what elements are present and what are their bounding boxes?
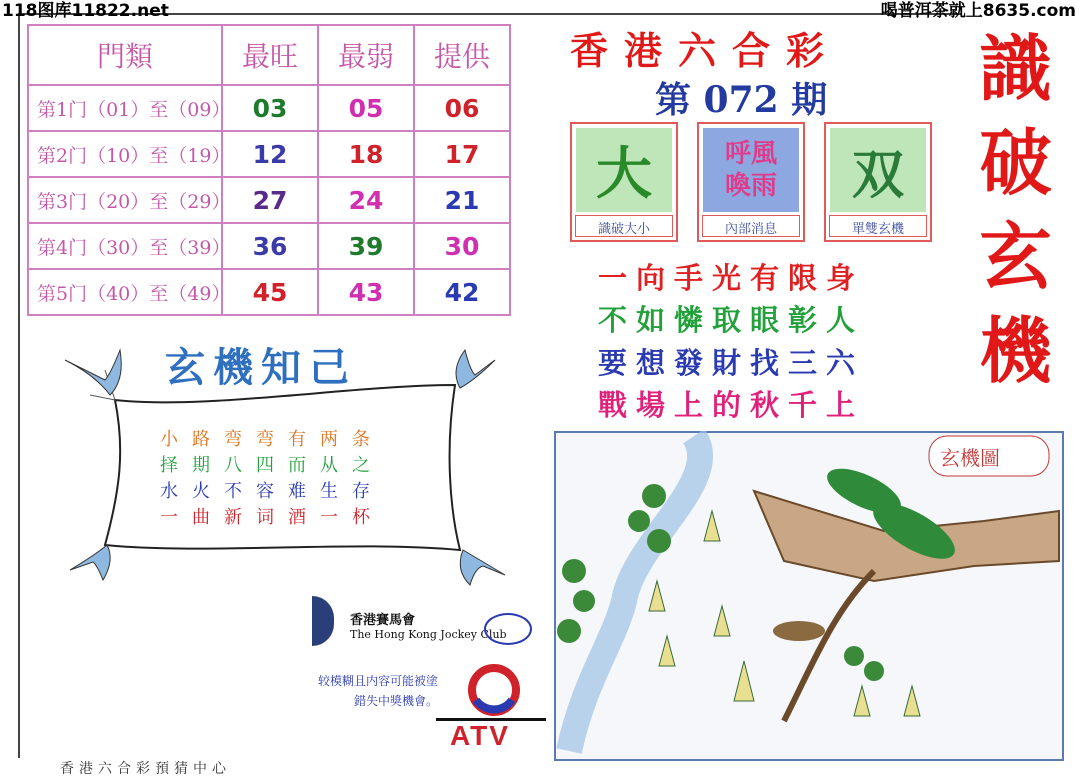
cell-value: 42 xyxy=(414,269,510,315)
header-weakest: 最弱 xyxy=(318,25,414,85)
bird-icon xyxy=(456,350,495,388)
jockey-club-name-en: The Hong Kong Jockey Club xyxy=(350,628,507,641)
cell-value: 17 xyxy=(414,131,510,177)
site-right-url[interactable]: 喝普洱茶就上8635.com xyxy=(880,1,1076,21)
row-label: 第5门（40）至（49） xyxy=(28,269,222,315)
banner-line: 择期八四而从之 xyxy=(160,455,384,476)
hint-glyph-inside: 呼風 喚雨 xyxy=(703,128,799,212)
header-strongest: 最旺 xyxy=(222,25,318,85)
cell-value: 39 xyxy=(318,223,414,269)
issue-number: 第 072 期 xyxy=(655,79,828,121)
row-label: 第2门（10）至（19） xyxy=(28,131,222,177)
cell-value: 27 xyxy=(222,177,318,223)
banner-title: 玄機知己 xyxy=(165,344,357,391)
poem-line: 戰場上的秋千上 xyxy=(598,388,865,422)
table-header-row xyxy=(28,25,510,85)
hint-box-oddeven[interactable] xyxy=(824,122,932,242)
cell-value: 24 xyxy=(318,177,414,223)
hint-caption: 單雙玄機 xyxy=(851,222,904,237)
cell-value: 30 xyxy=(414,223,510,269)
hint-glyph-size: 大 xyxy=(576,128,672,212)
banner-line: 水火不容难生存 xyxy=(160,481,384,502)
row-label: 第1门（01）至（09） xyxy=(28,85,222,131)
cell-value: 05 xyxy=(318,85,414,131)
vertical-char: 玄 xyxy=(979,214,1052,299)
vertical-char: 機 xyxy=(979,308,1052,393)
header-provided: 提供 xyxy=(414,25,510,85)
cell-value: 06 xyxy=(414,85,510,131)
hint-glyph-oddeven: 双 xyxy=(830,128,926,212)
table-row xyxy=(28,223,510,269)
row-label: 第4门（30）至（39） xyxy=(28,223,222,269)
row-label: 第3门（20）至（29） xyxy=(28,177,222,223)
lottery-title: 香港六合彩 xyxy=(570,28,841,73)
banner-line: 一曲新词酒一杯 xyxy=(160,507,384,528)
table-row xyxy=(28,131,510,177)
table-row xyxy=(28,85,510,131)
bird-icon xyxy=(460,550,505,585)
cell-value: 12 xyxy=(222,131,318,177)
poem-line: 要想發財找三六 xyxy=(598,346,865,380)
banner-line: 小路弯弯有两条 xyxy=(160,429,384,450)
cell-value: 03 xyxy=(222,85,318,131)
site-left-url[interactable]: 118图库11822.net xyxy=(2,1,169,21)
table-row xyxy=(28,269,510,315)
header-category: 門類 xyxy=(28,25,222,85)
cell-value: 45 xyxy=(222,269,318,315)
atv-emblem-icon xyxy=(462,660,526,720)
jockey-club-name-zh: 香港賽馬會 xyxy=(350,613,416,628)
vertical-char: 破 xyxy=(979,120,1052,205)
cell-value: 36 xyxy=(222,223,318,269)
poem-line: 不如憐取眼彰人 xyxy=(598,303,865,337)
painting-stamp: 玄機圖 xyxy=(940,446,1000,470)
mark-six-logo xyxy=(484,613,532,645)
cell-value: 21 xyxy=(414,177,510,223)
atv-logo: ATV xyxy=(450,720,510,751)
jockey-club-logo xyxy=(312,596,334,646)
table-row xyxy=(28,177,510,223)
door-table xyxy=(27,24,511,316)
bird-icon xyxy=(70,545,110,580)
poem-line: 一向手光有限身 xyxy=(598,261,865,295)
hint-box-inside[interactable] xyxy=(697,122,805,242)
hint-caption: 內部消息 xyxy=(724,222,777,237)
footer-center-name: 香港六合彩預猜中心 xyxy=(60,761,231,777)
frame-left-line xyxy=(18,13,20,758)
vertical-title xyxy=(968,22,1063,398)
cell-value: 43 xyxy=(318,269,414,315)
hint-caption: 識破大小 xyxy=(597,222,650,237)
hint-box-size[interactable] xyxy=(570,122,678,242)
disclaimer-line: 较模糊且内容可能被塗 xyxy=(318,674,439,688)
disclaimer-line: 錯失中獎機會。 xyxy=(354,694,439,708)
vertical-char: 識 xyxy=(979,26,1052,111)
cell-value: 18 xyxy=(318,131,414,177)
bird-painting xyxy=(554,431,1064,761)
bird-icon xyxy=(65,350,121,395)
